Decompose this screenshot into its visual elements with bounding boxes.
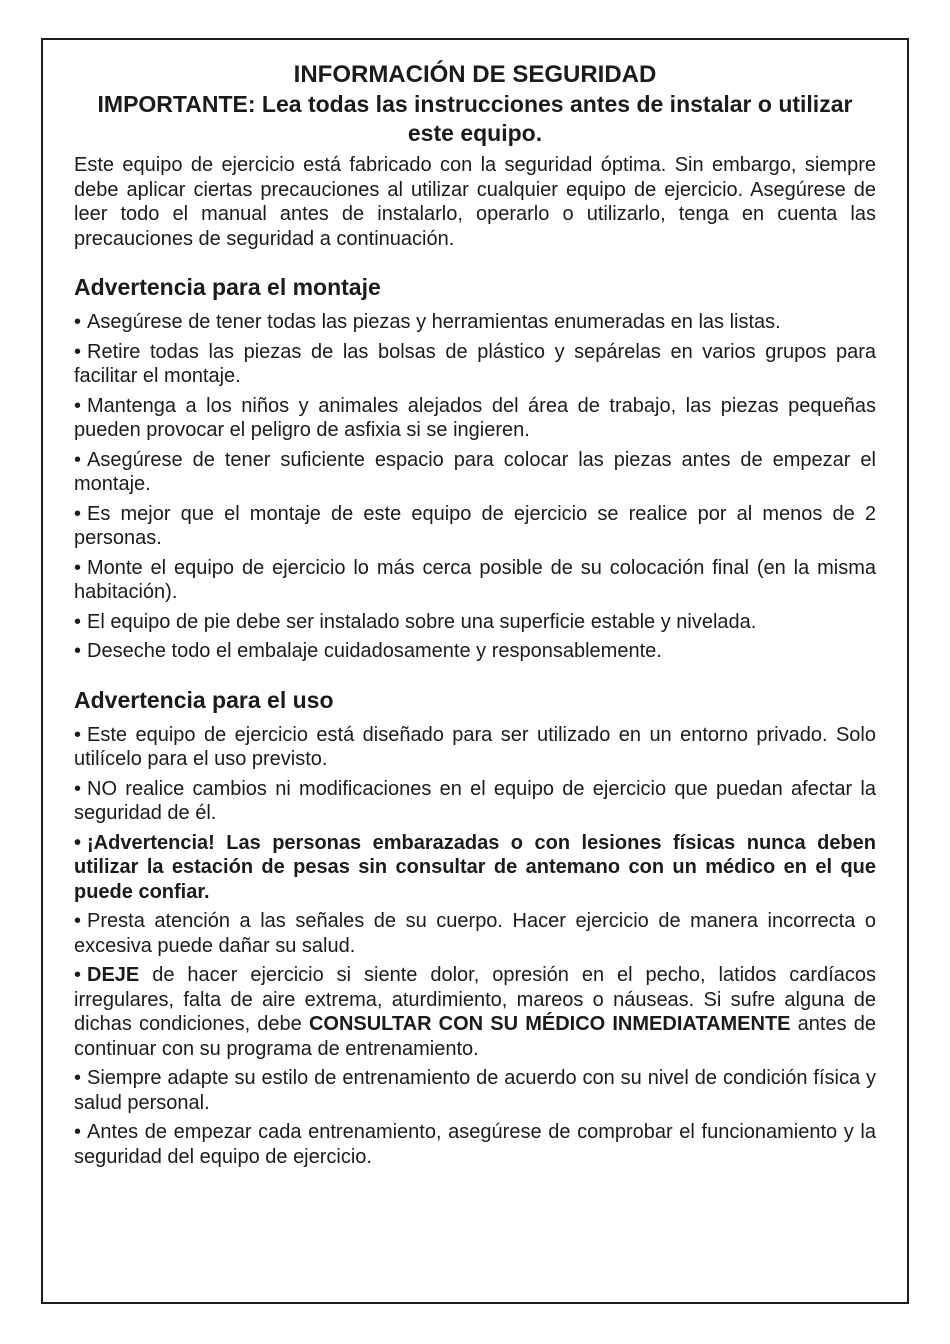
bullet-icon: • <box>74 340 82 363</box>
bullet-text: Asegúrese de tener suficiente espacio para colocar las piezas antes de empezar el montaje. <box>74 448 876 495</box>
bullet-item <box>74 1120 876 1169</box>
section-heading-montaje: Advertencia para el montaje <box>74 274 381 300</box>
bullet-text: Antes de empezar cada entrenamiento, asegúrese de comprobar el funcionamiento y la seguridad del equipo de ejercicio. <box>74 1121 876 1168</box>
bullet-item <box>74 310 876 335</box>
bullet-icon: • <box>74 502 82 525</box>
bullet-text: Este equipo de ejercicio está diseñado para ser utilizado en un entorno privado. Solo utilícelo para el uso previsto. <box>74 723 876 770</box>
bullet-text: Monte el equipo de ejercicio lo más cerca posible de su colocación final (en la misma habitación). <box>74 556 876 603</box>
bullet-text: Asegúrese de tener todas las piezas y herramientas enumeradas en las listas. <box>87 311 781 333</box>
section-heading-uso: Advertencia para el uso <box>74 686 334 713</box>
intro-paragraph: Este equipo de ejercicio está fabricado con la seguridad óptima. Sin embargo, siempre debe aplicar ciertas precauciones al utilizar cualquier equipo de ejercicio. Asegúrese de leer todo el manual antes de instalarlo, operarlo o utilizarlo, tenga en cuenta las precauciones de seguridad a continuación. <box>74 154 876 250</box>
bullet-text: de hacer ejercicio si siente dolor, opresión en el pecho, latidos cardíacos irregulares, falta de aire extrema, aturdimiento, mareos o náuseas. Si sufre alguna de dichas condiciones, debe <box>74 964 876 1035</box>
bullet-text-bold: DEJE <box>87 964 140 986</box>
bullet-text: NO realice cambios ni modificaciones en el equipo de ejercicio que puedan afectar la seguridad de él. <box>74 777 876 824</box>
bullet-icon: • <box>74 910 82 932</box>
bullet-item <box>74 340 876 389</box>
page-title: INFORMACIÓN DE SEGURIDAD <box>293 61 657 88</box>
bullet-item <box>74 502 876 551</box>
bullet-item <box>74 556 876 605</box>
bullet-icon: • <box>74 610 82 633</box>
bullet-text: Retire todas las piezas de las bolsas de plástico y sepárelas en varios grupos para facilitar el montaje. <box>74 340 876 387</box>
bullet-item <box>74 909 876 958</box>
page-border-frame <box>41 38 909 1304</box>
bullet-icon: • <box>74 723 82 746</box>
bullet-text: ¡Advertencia! Las personas embarazadas o con lesiones físicas nunca deben utilizar la estación de pesas sin consultar de antemano con un médico en el que puede confiar. <box>74 831 876 903</box>
bullet-item <box>74 723 876 772</box>
bullet-item <box>74 448 876 497</box>
page-subtitle: IMPORTANTE: Lea todas las instrucciones antes de instalar o utilizar este equipo. <box>97 91 853 146</box>
bullet-icon: • <box>74 448 82 471</box>
bullet-icon: • <box>74 311 82 333</box>
bullet-item <box>74 777 876 826</box>
bullet-item <box>74 610 876 635</box>
bullet-icon: • <box>74 831 82 854</box>
bullet-icon: • <box>74 640 82 662</box>
bullet-icon: • <box>74 964 82 986</box>
bullet-text: antes de continuar con su programa de entrenamiento. <box>74 1013 876 1060</box>
bullet-icon: • <box>74 1067 82 1089</box>
bullet-text: Presta atención a las señales de su cuerpo. Hacer ejercicio de manera incorrecta o excesiva puede dañar su salud. <box>74 910 876 957</box>
bullet-text: Mantenga a los niños y animales alejados del área de trabajo, las piezas pequeñas pueden provocar el peligro de asfixia si se ingieren. <box>74 394 876 441</box>
bullet-text: Deseche todo el embalaje cuidadosamente y responsablemente. <box>87 640 662 662</box>
bullet-icon: • <box>74 394 82 417</box>
bullet-item <box>74 1066 876 1115</box>
bullet-item-warning <box>74 831 876 905</box>
bullet-text: El equipo de pie debe ser instalado sobre una superficie estable y nivelada. <box>87 610 757 633</box>
bullet-text: Es mejor que el montaje de este equipo de ejercicio se realice por al menos de 2 personas. <box>74 502 876 549</box>
bullet-text: Siempre adapte su estilo de entrenamiento de acuerdo con su nivel de condición física y salud personal. <box>74 1067 876 1114</box>
bullet-item-stop-exercise <box>74 963 876 1061</box>
bullet-icon: • <box>74 777 82 800</box>
bullet-item <box>74 639 876 664</box>
bullet-item <box>74 394 876 443</box>
bullet-icon: • <box>74 556 82 579</box>
bullet-icon: • <box>74 1121 82 1143</box>
bullet-text-bold: CONSULTAR CON SU MÉDICO INMEDIATAMENTE <box>308 1013 791 1035</box>
